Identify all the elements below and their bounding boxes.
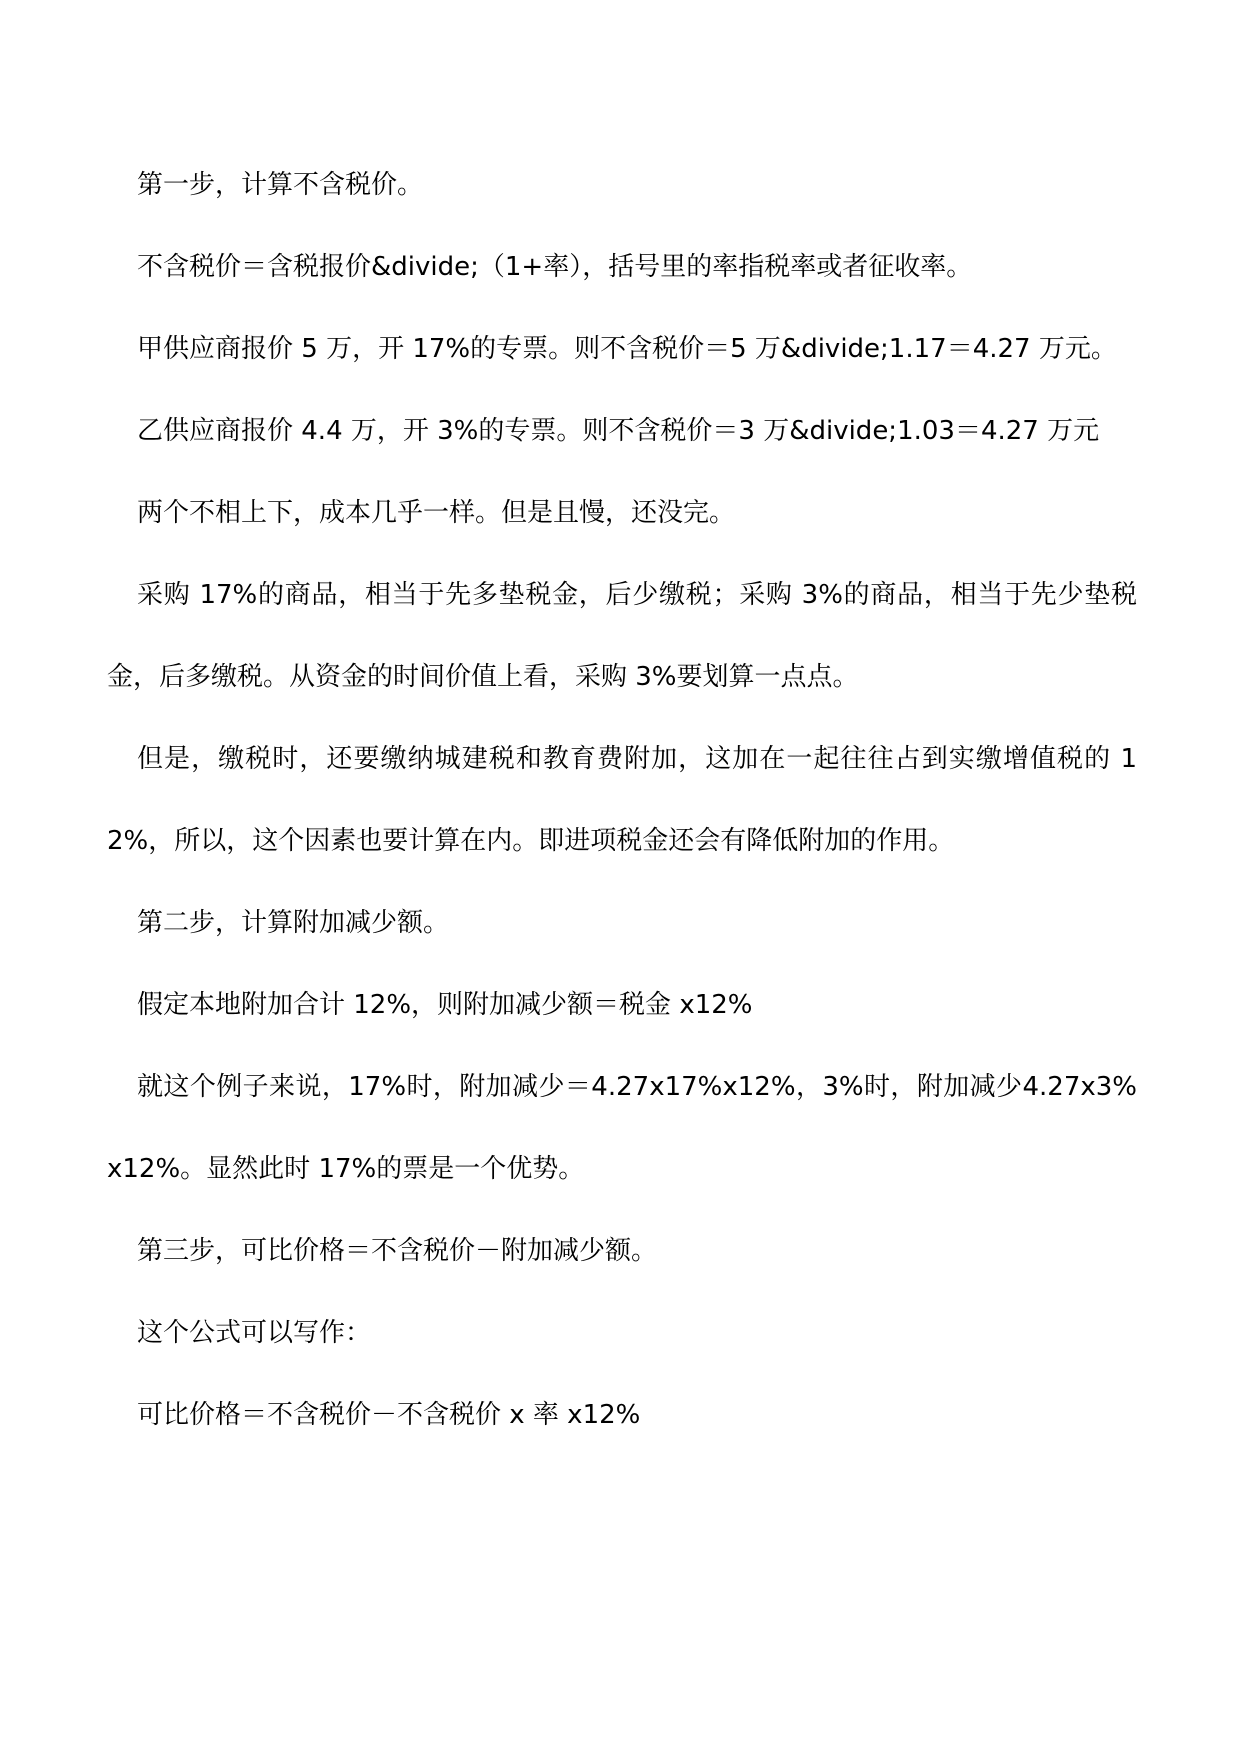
document-body xyxy=(107,166,1137,1456)
paragraph-step1-heading: 第一步，计算不含税价。 xyxy=(137,170,424,200)
paragraph-supplier-b: 乙供应商报价 4.4 万，开 3%的专票。则不含税价＝3 万&divide;1.03＝4.27 万元 xyxy=(137,416,1100,446)
paragraph-final-formula: 可比价格＝不含税价－不含税价 x 率 x12% xyxy=(137,1400,641,1430)
paragraph-step3-heading: 第三步，可比价格＝不含税价－附加减少额。 xyxy=(137,1236,658,1266)
paragraph-surcharge: 但是，缴税时，还要缴纳城建税和教育费附加，这加在一起往往占到实缴增值税的 12%，所以，这个因素也要计算在内。即进项税金还会有降低附加的作用。 xyxy=(107,744,1137,856)
paragraph-surcharge-formula: 假定本地附加合计 12%，则附加减少额＝税金 x12% xyxy=(137,990,753,1020)
paragraph-price-formula: 不含税价＝含税报价&divide;（1+率），括号里的率指税率或者征收率。 xyxy=(137,252,973,282)
paragraph-step2-heading: 第二步，计算附加减少额。 xyxy=(137,908,450,938)
paragraph-example: 就这个例子来说，17%时，附加减少＝4.27x17%x12%，3%时，附加减少4.27x3%x12%。显然此时 17%的票是一个优势。 xyxy=(107,1072,1137,1184)
paragraph-formula-intro: 这个公式可以写作： xyxy=(137,1318,372,1348)
paragraph-comparison: 两个不相上下，成本几乎一样。但是且慢，还没完。 xyxy=(137,498,736,528)
paragraph-time-value: 采购 17%的商品，相当于先多垫税金，后少缴税；采购 3%的商品，相当于先少垫税金，后多缴税。从资金的时间价值上看，采购 3%要划算一点点。 xyxy=(107,580,1137,692)
paragraph-supplier-a: 甲供应商报价 5 万，开 17%的专票。则不含税价＝5 万&divide;1.17＝4.27 万元。 xyxy=(137,334,1117,364)
